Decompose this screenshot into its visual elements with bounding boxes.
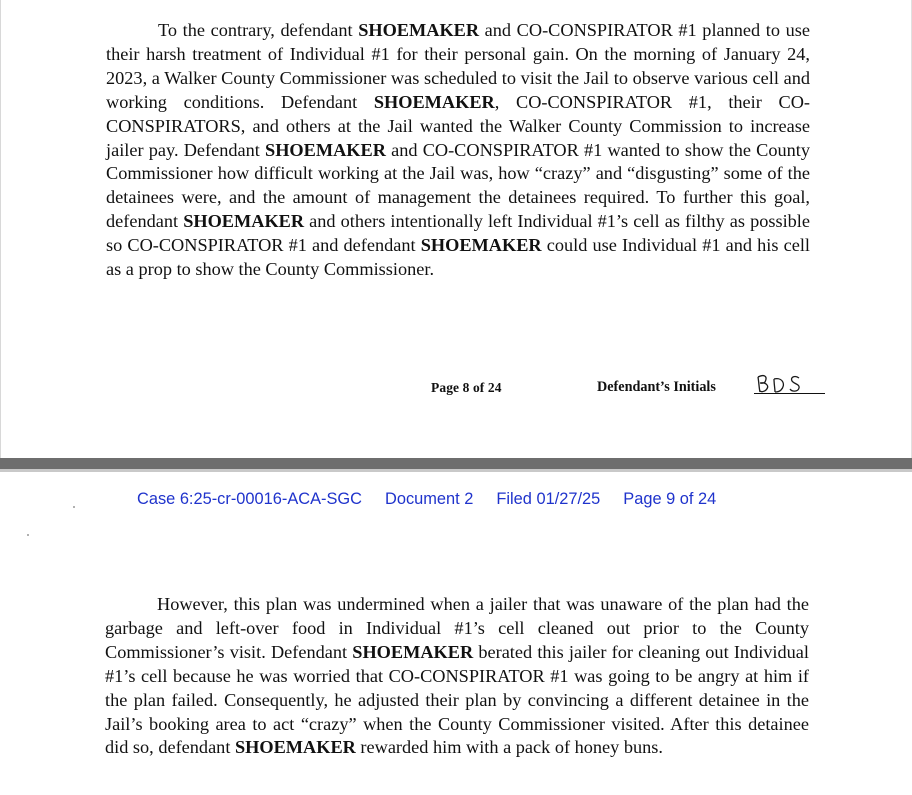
scan-speck: [73, 506, 75, 508]
text-run: could use Individual #1 and his cell as a prop to show the County Commissioner.: [106, 235, 810, 280]
text-run: berated this jailer for cleaning out Individual #1’s cell because he was worried that CO-CONSPIRATOR #1 was going to be angry at him if the plan failed. Consequently, he adjusted their plan by convincing a different detainee in the Jail’s booking area to act “crazy” when the County Commissioner visited. After this detainee did so, defendant: [105, 641, 809, 758]
court-filing-header: [137, 490, 716, 509]
case-number: Case 6:25-cr-00016-ACA-SGC: [137, 490, 363, 508]
text-run: and others intentionally left Individual #1’s cell as filthy as possible so CO-CONSPIRATOR #1 and defendant: [106, 211, 810, 256]
page-of: of: [469, 380, 488, 395]
page-total: 24: [487, 380, 502, 395]
body-paragraph: [106, 19, 810, 282]
filed-date: Filed 01/27/25: [496, 490, 601, 508]
text-run: and CO-CONSPIRATOR #1 planned to use their harsh treatment of Individual #1 for their personal gain. On the morning of January 24, 2023, a Walker County Commissioner was scheduled to visit the Jail to observe various cell and working conditions. Defendant: [106, 20, 810, 112]
page-separator: [0, 458, 912, 469]
body-paragraph: [105, 593, 809, 760]
defendant-name: SHOEMAKER: [234, 737, 356, 758]
text-run: To the contrary, defendant: [158, 20, 359, 40]
handwritten-initials-signature: [755, 371, 811, 395]
defendant-name: SHOEMAKER: [358, 20, 480, 40]
page-number-footer: [431, 380, 502, 396]
defendant-name: SHOEMAKER: [352, 641, 474, 662]
text-run: , CO-CONSPIRATOR #1, their CO-CONSPIRATORS, and others at the Jail wanted the Walker County Commission to increase jailer pay. Defendant: [106, 91, 811, 160]
defendant-name: SHOEMAKER: [183, 211, 305, 232]
initials-label: Defendant’s Initials: [597, 379, 716, 395]
page-prefix: Page: [431, 380, 463, 395]
text-run: However, this plan was undermined when a jailer that was unaware of the plan had the garbage and left-over food in Individual #1’s cell cleaned out prior to the County Commissioner’s visit. Defendant: [105, 594, 809, 662]
initials-underline: [754, 393, 825, 394]
defendant-name: SHOEMAKER: [420, 235, 542, 256]
header-page-number: Page 9 of 24: [623, 490, 717, 508]
defendant-name: SHOEMAKER: [373, 91, 495, 112]
document-number: Document 2: [385, 490, 474, 508]
scan-speck: [27, 534, 29, 536]
text-run: rewarded him with a pack of honey buns.: [355, 737, 663, 758]
text-run: and CO-CONSPIRATOR #1 wanted to show the County Commissioner how difficult working at the Jail was, how “crazy” and “disgusting” some of the detainees were, and the amount of management the detainees required. To further this goal, defendant: [106, 139, 810, 232]
defendant-name: SHOEMAKER: [265, 139, 386, 160]
page-number: 8: [462, 380, 470, 395]
